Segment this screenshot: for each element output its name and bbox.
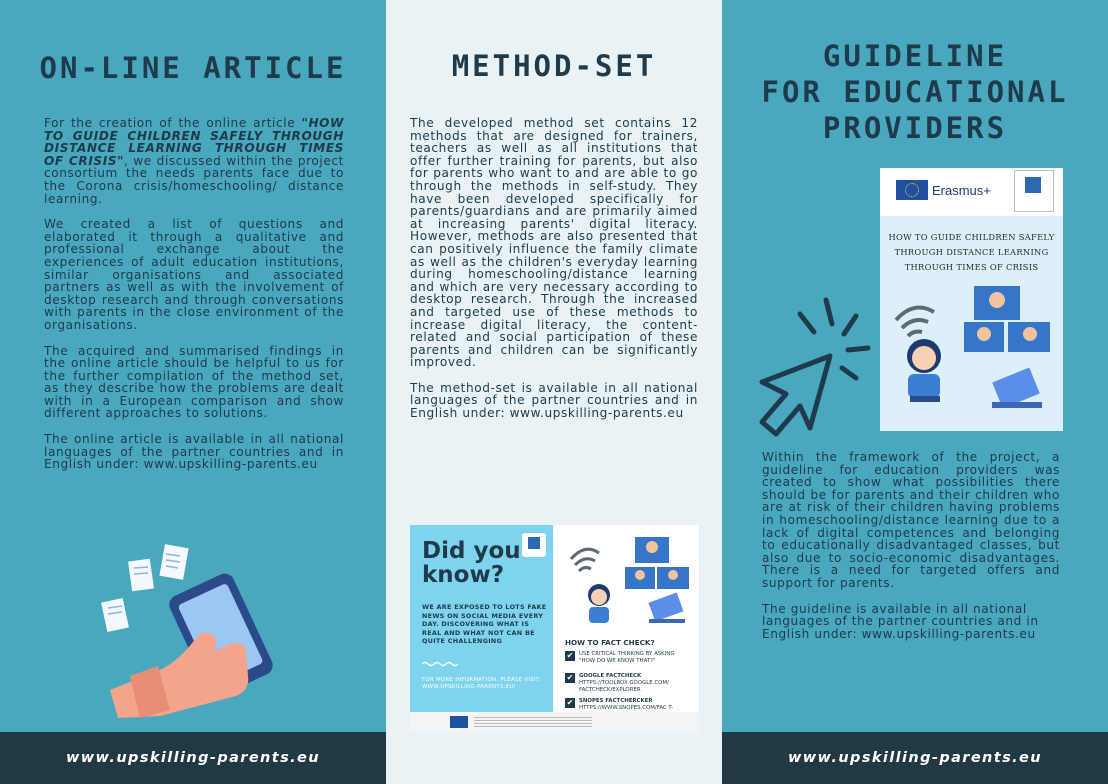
fact-check-item-2-title: GOOGLE FACTCHECK <box>579 673 642 679</box>
panel-online-article <box>0 0 386 784</box>
online-article-title: ON-LINE ARTICLE <box>39 51 347 85</box>
online-article-paragraph-3: The acquired and summarised findings in the online article should be helpful to us for the further compilation of the method set, as they describe how the problems are dealt with in a European comparison and show different approaches to solutions. <box>44 343 344 421</box>
method-set-paragraph-2: The method-set is available in all national languages of the partner countries and in English under: www.upskilling-parents.eu <box>410 380 698 421</box>
right-footer <box>722 732 1108 784</box>
project-logo-icon <box>1014 170 1054 212</box>
cover-illustration <box>880 278 1063 431</box>
eu-flag-icon <box>450 716 468 728</box>
fact-check-item-1-text: USE CRITICAL THINKING BY ASKING "HOW DO WE KNOW THAT?" <box>579 651 675 664</box>
method-set-title: METHOD-SET <box>451 49 657 83</box>
laptop-icon <box>992 368 1042 409</box>
right-footer-url[interactable]: www.upskilling-parents.eu <box>787 750 1043 766</box>
guideline-paragraph-1: Within the framework of the project, a guideline for education providers was created to show what possibilities there should be for parents and their children who are at risk of their children having problems in homeschooling/distance learning due to a lack of digital competences and belonging to educationally disadvantaged classes, but also due to socio-economic disadvantages. There is a need for targeted offers and support for parents. <box>762 450 1060 590</box>
cover-header <box>880 168 1063 216</box>
checkbox-icon: ✔ <box>566 673 574 682</box>
method-set-paragraph-1: The developed method set contains 12 methods that are designed for trainers, teachers as well as all institutions that offer further training for parents, but also for parents who want to and are able to go through the methods in self-study. They have been developed specifically for parents/guardians and are primarily aimed at increasing parents' digital literacy. However, methods are also presented that can positively influence the family climate as well as the children's everyday learning during homeschooling/distance learning and which are very necessary according to desktop research. Through the increased and targeted use of these methods to increase digital literacy, the content-related and social participation of these parents and children can be significantly improved. <box>410 116 698 370</box>
method-set-body <box>410 117 698 433</box>
guideline-cover-image <box>880 168 1063 431</box>
poster-funding-strip <box>410 712 699 732</box>
hand-icon <box>110 632 248 718</box>
child-icon <box>588 584 610 623</box>
funding-disclaimer-lines <box>474 717 592 727</box>
poster-illustration <box>565 533 695 633</box>
cursor-click-icon <box>756 290 886 440</box>
online-article-paragraph-2: We created a list of questions and elaborated it through a qualitative and professional exchange about the experiences of adult education institutions, similar organisations and associated partners as well as with the involvement of desktop research and through conversations with parents in the close environment of the organisations. <box>44 217 344 332</box>
fact-check-item-2 <box>565 673 697 694</box>
online-article-highlight: "HOW TO GUIDE CHILDREN SAFELY THROUGH DISTANCE LEARNING THROUGH TIMES OF CRISIS" <box>44 116 344 168</box>
guideline-title-line-1: GUIDELINE <box>822 39 1008 73</box>
poster-text: WE ARE EXPOSED TO LOTS FAKE NEWS ON SOCIAL MEDIA EVERY DAY. DISCOVERING WHAT IS REAL AND WHAT NOT CAN BE QUITE CHALLENGING <box>422 603 547 646</box>
poster-headline <box>422 539 521 587</box>
tablet-hand-illustration <box>100 540 300 720</box>
laptop-icon <box>648 592 685 623</box>
guideline-body <box>762 451 1060 653</box>
left-footer <box>0 732 386 784</box>
guideline-paragraph-2: The guideline is available in all national languages of the partner countries and in English under: www.upskilling-parents.eu <box>762 601 1039 641</box>
online-article-rest: , we discussed within the project consortium the needs parents face due to the Corona crisis/homeschooling/ distance learning. <box>44 153 344 206</box>
fact-check-item-1 <box>565 651 697 665</box>
poster-headline-line-2: know? <box>422 562 505 588</box>
fact-check-item-3-title: SNOPES FACTCHERCKER <box>579 698 653 704</box>
poster-logo-icon <box>522 533 546 557</box>
eu-flag-icon <box>896 180 928 200</box>
checkbox-icon: ✔ <box>566 698 574 707</box>
checkbox-icon: ✔ <box>566 651 574 660</box>
fact-check-item-3-url[interactable]: HTTPS://WWW.SNOPES.COM/FAC T- <box>579 705 674 711</box>
online-article-lead: For the creation of the online article <box>44 116 302 130</box>
poster-headline-line-1: Did you <box>422 538 521 564</box>
fact-check-title: HOW TO FACT CHECK? <box>565 638 655 647</box>
fact-check-item-2-url[interactable]: HTTPS://TOOLBOX.GOOGLE.COM/ FACTCHECK/EXPLORER <box>579 680 669 693</box>
poster-more-info: FOR MORE INFORMATION, PLEASE VISIT: WWW.UPSKILLING-PARENTS.EU! <box>422 677 541 690</box>
wifi-icon <box>571 549 599 571</box>
online-article-paragraph-1 <box>44 117 344 205</box>
wifi-icon <box>896 308 934 337</box>
erasmus-logo-text: Erasmus+ <box>932 183 991 198</box>
guideline-title-line-3: PROVIDERS <box>822 111 1008 145</box>
did-you-know-poster <box>410 525 699 732</box>
online-article-body <box>44 117 344 484</box>
child-icon <box>907 339 941 402</box>
guideline-title <box>722 38 1108 146</box>
guideline-title-line-2: FOR EDUCATIONAL <box>761 75 1069 109</box>
cover-title: HOW TO GUIDE CHILDREN SAFELY THROUGH DISTANCE LEARNING THROUGH TIMES OF CRISIS <box>888 232 1055 272</box>
wavy-line-icon <box>422 661 458 667</box>
online-article-paragraph-4: The online article is available in all national languages of the partner countries and in English under: www.upskilling-parents.eu <box>44 432 344 472</box>
left-footer-url[interactable]: www.upskilling-parents.eu <box>65 750 321 766</box>
